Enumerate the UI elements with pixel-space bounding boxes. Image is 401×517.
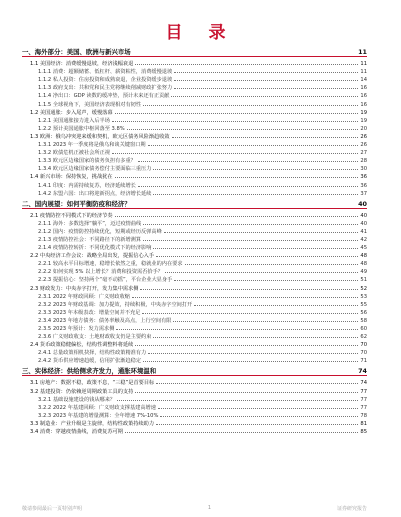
toc-page-number: 19 (360, 109, 367, 116)
toc-entry[interactable] (22, 348, 367, 356)
toc-entry-title: 2.1 疫情防控不同模式下的经济节奏 (30, 212, 113, 219)
toc-entry[interactable] (22, 156, 367, 164)
toc-page-number: 36 (360, 174, 367, 181)
dot-leader (153, 247, 358, 249)
toc-entry[interactable] (22, 91, 367, 99)
dot-leader (171, 95, 358, 97)
toc-entry[interactable] (22, 324, 367, 332)
dot-leader (140, 288, 358, 290)
toc-entry-title: 1.1.4 净出口：GDP 读数的缓冲垫，预计未来还有正贡献 (38, 93, 170, 100)
toc-page-number: 55 (360, 301, 367, 308)
toc-page-number: 40 (358, 199, 367, 208)
toc-entry[interactable] (22, 164, 367, 172)
toc-page-number: 27 (360, 150, 367, 157)
dot-leader (133, 53, 356, 54)
toc-entry[interactable] (22, 67, 367, 75)
dot-leader (156, 255, 358, 257)
toc-page-number: 48 (360, 261, 367, 268)
toc-page-number: 11 (358, 48, 367, 56)
toc-entry-title: 1.2.1 美国通胀接力进入后半场 (38, 117, 110, 124)
toc-entry[interactable] (22, 259, 367, 267)
toc-entry-title: 1.1.2 私人投资：住房投资和成熟衰退，企业投资缓步退坡 (38, 77, 173, 84)
toc-page-number: 53 (360, 293, 367, 300)
toc-entry[interactable] (22, 180, 367, 188)
toc-page-number: 60 (360, 326, 367, 332)
dot-leader (117, 399, 358, 401)
toc-entry-title: 一、海外部分：美国、欧洲与新兴市场 (22, 48, 131, 56)
toc-page-number: 40 (360, 220, 367, 227)
toc-page-number: 77 (360, 404, 367, 411)
toc-entry[interactable] (22, 316, 367, 324)
toc-entry[interactable] (22, 411, 367, 419)
toc-subsection[interactable] (22, 378, 367, 386)
toc-entry-title: 1.3.3 欧元区边缘国家的债务负担有多重？ (38, 158, 136, 165)
toc-page-number: 41 (360, 228, 367, 235)
toc-entry-title: 2.2.3 提振信心：坚持两个“毫不动摇”，平台企业大显身手 (38, 277, 173, 284)
toc-subsection[interactable] (22, 340, 367, 348)
dot-leader (133, 205, 356, 206)
dot-leader (135, 344, 358, 346)
toc-entry-title: 3.3 制造业：产业升级是主旋律，结构性政策持续助力 (30, 420, 155, 427)
toc-entry[interactable] (22, 403, 367, 411)
toc-page-number: 40 (360, 212, 367, 219)
dot-leader (156, 423, 358, 425)
toc-subsection[interactable] (22, 132, 367, 140)
page-footer (22, 505, 367, 512)
toc-entry[interactable] (22, 124, 367, 132)
toc-entry-title: 1.4 新兴市场：保持恢复，挑战犹在 (30, 174, 113, 181)
toc-entry-title: 2.1.1 海外：多数选择“躺平”，迈过疫情曲线 (38, 220, 142, 227)
toc-entry[interactable] (22, 332, 367, 340)
dot-leader (115, 112, 359, 114)
toc-entry[interactable] (22, 356, 367, 364)
dot-leader (112, 120, 358, 122)
toc-entry-title: 2.3.5 2023 年预计：发力需求侧 (38, 326, 115, 332)
dot-leader (156, 382, 358, 384)
toc-entry[interactable] (22, 116, 367, 124)
toc-subsection[interactable] (22, 386, 367, 394)
toc-entry-title: 3.2.3 2023 年基建的增量测算：全年增速 7%-10% (38, 412, 159, 419)
toc-page-number: 30 (360, 166, 367, 173)
toc-entry-title: 2.3.6 广义财政收支：土地财政收支仍是主要约束 (38, 334, 152, 341)
toc-page-number: 19 (360, 117, 367, 124)
toc-page-number: 78 (360, 412, 367, 419)
dot-leader (153, 168, 358, 170)
toc-entry[interactable] (22, 395, 367, 403)
dot-leader (148, 352, 358, 354)
toc-entry-title: 3.2.2 2022 年基建回顾：广义财政支撑基建高增速 (38, 404, 156, 411)
toc-page-number: 52 (360, 285, 367, 292)
footer-left: 敬请参阅最后一页特别声明 (22, 506, 83, 512)
toc-entry-title: 2.1.3 疫情防控社会：不同路径下的新增测算 (38, 236, 142, 243)
toc-entry-title: 1.3.4 欧元区边缘国家债务偿付主要面临三重压力 (38, 166, 152, 173)
toc-entry-title: 3.4 消费：穿越疫情曲线，消费复苏可期 (30, 429, 123, 436)
toc-page-number: 77 (360, 396, 367, 403)
toc-entry-title: 1.3.2 欧债危机正被社会所正视 (38, 150, 110, 157)
toc-entry-title: 2.3.1 2022 年财政回顾：广义财政收缩 (38, 293, 130, 300)
dot-leader (194, 304, 358, 306)
toc-entry-title: 二、国内展望：如何平衡防疫和经济？ (22, 199, 131, 208)
toc-entry[interactable] (22, 275, 367, 283)
toc-entry-title: 1.1 美国经济：消费缓慢退坡，经济浅幅衰退 (30, 61, 134, 68)
dot-leader (112, 152, 358, 154)
page-title: 目 录 (165, 23, 236, 43)
toc-entry-title: 1.1.1 消费：超额储蓄、低杠杆、薪资粘性，消费缓慢退坡 (38, 69, 173, 76)
toc-entry-title: 2.4 货币政策稳健偏松，结构性调整料将延续 (30, 342, 134, 349)
toc-entry-title: 2.4.1 总量政策相机抉择，结构性政策精准有力 (38, 350, 147, 357)
toc-page-number: 77 (360, 388, 367, 395)
toc-page-number: 16 (360, 85, 367, 92)
toc-page-number: 16 (360, 93, 367, 100)
toc-entry-title: 2.2.1 较高水平目标增速，稳增长依然之重，稳就业的内在要求 (38, 261, 183, 268)
table-of-contents (22, 45, 367, 435)
dot-leader (138, 160, 359, 162)
toc-section[interactable] (22, 45, 367, 57)
toc-page-number: 45 (360, 245, 367, 252)
toc-page-number: 71 (360, 358, 367, 365)
toc-page-number: 26 (360, 142, 367, 149)
dot-leader (138, 185, 359, 187)
toc-entry[interactable] (22, 99, 367, 107)
dot-leader (135, 391, 358, 393)
toc-entry[interactable] (22, 292, 367, 300)
toc-entry[interactable] (22, 83, 367, 91)
toc-entry-title: 1.3 欧洲：俄乌冲突迎来缓和契机，欧元区债务风险渐趋收敛 (30, 133, 170, 140)
dot-leader (132, 296, 358, 298)
footer-right: 证券研究报告 (336, 506, 367, 512)
dot-leader (172, 136, 359, 138)
toc-entry-title: 2.1.4 疫情防控转折：不同优化模式下的经济影响 (38, 245, 152, 252)
dot-leader (135, 63, 358, 65)
toc-page-number: 16 (360, 101, 367, 108)
dot-leader (143, 239, 358, 241)
toc-page-number: 74 (360, 380, 367, 387)
toc-page-number: 85 (360, 429, 367, 436)
dot-leader (160, 415, 358, 417)
toc-entry-title: 1.4.1 印度：内需持续复苏，经济延续增长 (38, 182, 136, 189)
footer-page-number: 1 (207, 505, 212, 511)
toc-entry[interactable] (22, 267, 367, 275)
dot-leader (125, 431, 358, 433)
toc-subsection[interactable] (22, 283, 367, 291)
dot-leader (174, 87, 358, 89)
toc-page-number: 70 (360, 350, 367, 357)
toc-page-number: 74 (358, 367, 367, 376)
toc-entry-title: 2.4.2 货币供应增速趋缓，信用扩张渐趋稳定 (38, 358, 142, 365)
dot-leader (127, 128, 359, 130)
toc-page-number: 81 (360, 420, 367, 427)
toc-subsection[interactable] (22, 172, 367, 180)
dot-leader (143, 360, 358, 362)
toc-entry-title: 三、实体经济：供给侧求齐发力，通胀环境温和 (22, 367, 157, 376)
toc-subsection[interactable] (22, 211, 367, 219)
toc-entry-title: 2.2 中央经济工作会议：战略全局出发，提振信心入手 (30, 253, 155, 260)
dot-leader (143, 223, 358, 225)
dot-leader (173, 320, 358, 322)
dot-leader (116, 328, 358, 330)
toc-entry[interactable] (22, 148, 367, 156)
dot-leader (158, 372, 356, 373)
toc-entry[interactable] (22, 300, 367, 308)
toc-entry[interactable] (22, 75, 367, 83)
toc-page-number: 26 (360, 133, 367, 140)
toc-entry-title: 2.3.4 2023 年地方债务：债务率触及高点，上行空间有限 (38, 317, 172, 324)
toc-page-number: 14 (360, 77, 367, 84)
toc-entry[interactable] (22, 235, 367, 243)
toc-entry-title: 3.2.1 基础设施建设的钱从哪来？ (38, 396, 116, 403)
toc-entry-title: 2.3.3 2023 年本级表改：增量空间并不充足 (38, 309, 141, 316)
dot-leader (148, 144, 359, 146)
dot-leader (115, 176, 359, 178)
toc-entry[interactable] (22, 227, 367, 235)
dot-leader (142, 312, 358, 314)
toc-page-number: 36 (360, 182, 367, 189)
toc-subsection[interactable] (22, 419, 367, 427)
toc-page-number: 56 (360, 309, 367, 316)
toc-entry[interactable] (22, 308, 367, 316)
dot-leader (158, 407, 359, 409)
toc-page-number: 42 (360, 236, 367, 243)
toc-subsection[interactable] (22, 59, 367, 67)
dot-leader (174, 279, 358, 281)
toc-page-number: 49 (360, 269, 367, 276)
dot-leader (164, 231, 359, 233)
toc-entry-title: 3.2 基建投资：仍依赖逆周期政策工具的支持 (30, 388, 134, 395)
toc-page-number: 51 (360, 277, 367, 284)
toc-section[interactable] (22, 364, 367, 376)
toc-entry-title: 1.2 美国通胀：步入尾声，缓慢落幕 (30, 109, 113, 116)
toc-entry[interactable] (22, 189, 367, 197)
toc-entry-title: 2.3.2 2023 年财政基调：加力提效，持续积极，中央赤字空间打开 (38, 301, 193, 308)
toc-subsection[interactable] (22, 108, 367, 116)
toc-entry-title: 2.3 财政发力：中央赤字打开，发力集中需求侧 (30, 285, 139, 292)
dot-leader (143, 104, 358, 106)
toc-entry-title: 1.1.5 全球视角下，美国经济表现相对有韧性 (38, 101, 142, 108)
toc-entry-title: 3.1 房地产：数据不稳，政策不息，“三稳”是首要目标 (30, 380, 155, 387)
dot-leader (153, 336, 358, 338)
toc-page-number: 28 (360, 158, 367, 165)
toc-entry-title: 1.2.2 预计美国通胀中枢回落至 3.8% (38, 125, 125, 132)
dot-leader (153, 193, 358, 195)
toc-entry[interactable] (22, 140, 367, 148)
toc-subsection[interactable] (22, 251, 367, 259)
dot-leader (185, 263, 359, 265)
dot-leader (174, 79, 358, 81)
toc-page-number: 58 (360, 317, 367, 324)
toc-page-number: 62 (360, 334, 367, 341)
toc-page-number: 20 (360, 125, 367, 132)
toc-entry-title: 1.4.2 东盟六国：出口将迎新拐点，经济增长延续 (38, 190, 152, 197)
toc-section[interactable] (22, 197, 367, 209)
toc-entry[interactable] (22, 243, 367, 251)
toc-page-number: 11 (360, 61, 367, 68)
toc-page-number: 48 (360, 253, 367, 260)
toc-entry-title: 2.2.2 如何实现 5% 以上增长？消费和投资需否拾手？ (38, 269, 163, 276)
toc-page-number: 37 (360, 190, 367, 197)
dot-leader (115, 215, 359, 217)
toc-entry-title: 1.3.1 2023 年一季度将是俄乌和谈关键窗口期 (38, 142, 146, 149)
toc-entry-title: 1.1.3 政府支出：共和党和民主党将继续削减财政扩张努力 (38, 85, 173, 92)
toc-entry[interactable] (22, 219, 367, 227)
toc-subsection[interactable] (22, 427, 367, 435)
toc-page-number: 70 (360, 342, 367, 349)
dot-leader (165, 271, 358, 273)
dot-leader (174, 71, 358, 73)
toc-entry-title: 2.1.2 国内：疫情防控持续优化，短期或经历反弹高峰 (38, 228, 162, 235)
toc-page-number: 11 (360, 69, 367, 76)
